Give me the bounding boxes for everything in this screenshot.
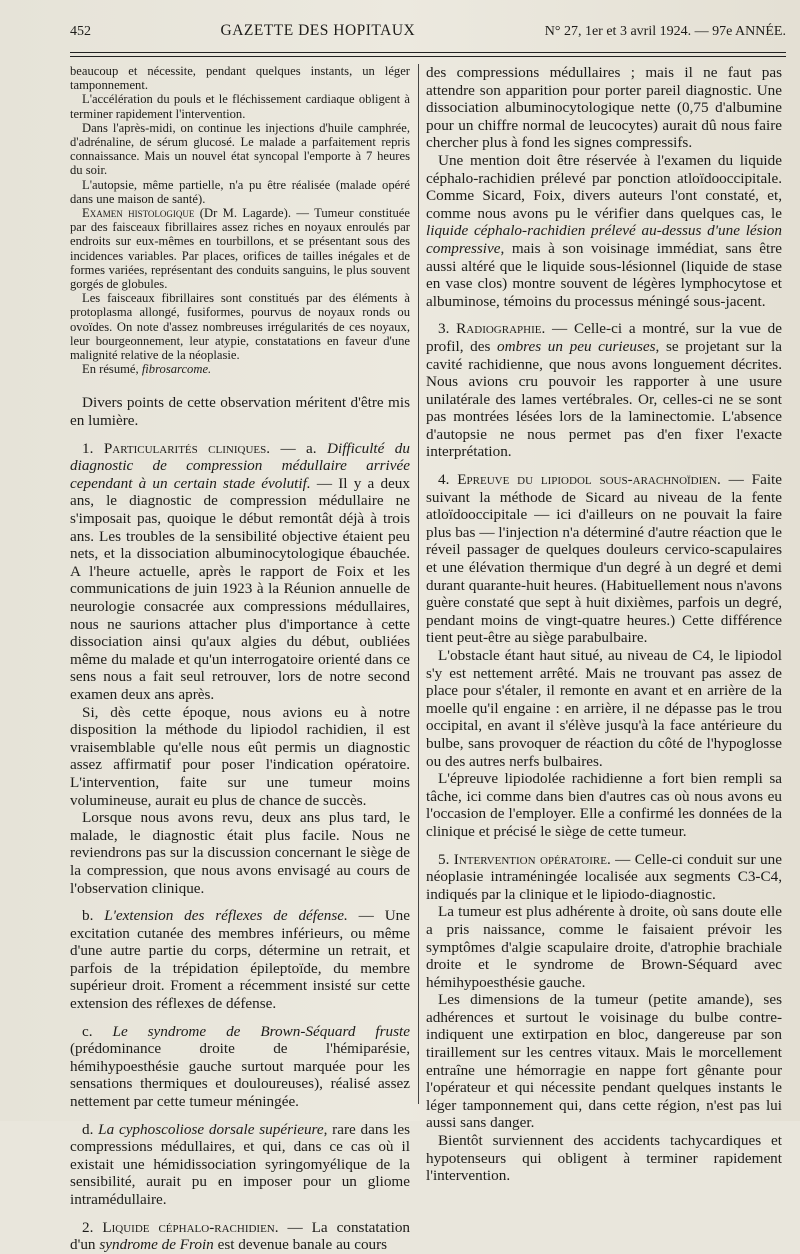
left-column	[70, 64, 411, 1254]
subsection-title: L'extension des réflexes de défense.	[104, 907, 348, 925]
paragraph: La tumeur est plus adhérente à droite, où sans doute elle a pris naissance, comme le faisaient prévoir les symptômes d'algie scapulaire droite, d'atrophie brachiale droite et le syndrome de Brown-Séquard avec hémihypoesthésie gauche.	[426, 903, 782, 991]
paragraph: Dans l'après-midi, on continue les injections d'huile camphrée, d'adrénaline, de sérum glucosé. Le malade a parfaitement repris connaissance. Mais un nouvel état syncopal l'emporte à 7 heures du soir.	[70, 120, 410, 178]
issue-info: N° 27, 1er et 3 avril 1924. — 97e ANNÉE.	[544, 24, 786, 39]
emphasis-term: ombres un peu curieuses	[497, 337, 656, 355]
paragraph: beaucoup et nécessite, pendant quelques instants, un léger tamponnement.	[70, 64, 410, 93]
intro-paragraph: Divers points de cette observation méritent d'être mis en lumière.	[70, 394, 410, 430]
header-rule-thin	[70, 56, 786, 57]
section-2-paragraph: 2. Liquide céphalo-rachidien. — La constatation d'un syndrome de Froin est devenue banale au cours	[70, 1218, 411, 1254]
subsection-c-paragraph: c. Le syndrome de Brown-Séquard fruste (prédominance droite de l'hémiparésie, hémihypoesthésie gauche surtout marquée pour les sensations thermiques et douloureuses), réalisé assez nettement par cette tumeur méningée.	[70, 1022, 410, 1111]
section-5-paragraph: 5. Intervention opératoire. — Celle-ci conduit sur une néoplasie intraméningée localisée aux segments C3-C4, indiqués par la clinique et le lipiodo-diagnostic.	[426, 850, 782, 903]
running-header	[70, 22, 786, 48]
diagnosis-term: fibrosarcome.	[141, 362, 212, 377]
syndrome-term: syndrome de Froin	[99, 1236, 214, 1254]
section-4-paragraph: 4. Epreuve du lipiodol sous-arachnoïdien. — Faite suivant la méthode de Sicard au niveau de la fente atloïdooccipitale — ici d'ailleurs on ne pouvait la faire plus bas — l'injection n'a déterminé d'autre réaction que le réveil passager de quelques douleurs cervico-scapulaires et une élévation thermique d'un degré à un degré et demi durant quarante-huit heures. (Habituellement nous n'avons guère constaté que sept à huit dixièmes, parfois un degré, pendant moins de vingt-quatre heures.) Cette différence tient peut-être au siège parabulbaire.	[426, 471, 783, 647]
paragraph: L'obstacle étant haut situé, au niveau de C4, le lipiodol s'y est nettement arrêté. Mais ne trouvant pas assez de place pour s'étaler, il remonte en avant et en arrière de la moelle qu'il engaine : en arrière, il ne dépasse pas le trou occipital, en avant il s'élève jusqu'à la face antérieure du bulbe, sans provoquer de réaction du côté de l'hypoglosse ou des autres nerfs bulbaires.	[426, 647, 782, 770]
paragraph: L'accélération du pouls et le fléchissement cardiaque obligent à terminer rapidement l'intervention.	[70, 92, 410, 121]
discussion-left	[70, 394, 410, 1253]
subsection-title: Le syndrome de Brown-Séquard fruste	[112, 1022, 410, 1040]
paragraph: Une mention doit être réservée à l'examen du liquide céphalo-rachidien prélevé par ponction atloïdooccipitale. Comme Sicard, Foix, divers auteurs l'ont constaté, et, comme nous avons pu le vérifier dans quelques cas, le liquide céphalo-rachidien prélevé au-dessus d'une lésion compressive, mais à son voisinage immédiat, sans être aussi altéré que le liquide sous-lésionnel (liquide de stase en vase clos) montre souvent de légères lymphocytose et albuminose, témoins du processus méningé sous-jacent.	[426, 151, 782, 310]
subsection-title: La cyphoscoliose dorsale supérieure	[98, 1120, 324, 1138]
subsection-b-paragraph: b. L'extension des réflexes de défense. — Une excitation cutanée des membres inférieurs, ou même d'une autre partie du corps, détermine un retrait, et parfois de la trépidation épileptoïde, du membre supérieur droit. Froment a récemment insisté sur cette extension des réflexes de défense.	[70, 907, 410, 1013]
paragraph: Lorsque nous avons revu, deux ans plus tard, le malade, le diagnostic était plus facile. Nous ne reviendrons pas sur la discussion concernant le siège de la compression, que nous avons envisagé au cours de l'observation clinique.	[70, 809, 410, 897]
section-1-paragraph: 1. Particularités cliniques. — a. Difficulté du diagnostic de compression médullaire arrivée cependant à un certain stade évolutif. — Il y a deux ans, le diagnostic de compression médullaire ne s'imposait pas, quoique le début remontât déjà à trois ans. Les troubles de la sensibilité objective étaient peu nets, et la dissociation albuminocytologique ébauchée. A l'heure actuelle, après le rapport de Foix et les communications de juin 1923 à la Réunion annuelle de neurologie consacrée aux compressions médullaires, nous ne saurions attacher plus d'importance à cette dissociation ainsi qu'aux algies du début, oubliées même du malade et qu'un interrogatoire orienté dans ce sens nous a fait seul retrouver, lors de notre second examen deux ans après.	[70, 439, 410, 703]
section-heading: Examen histologique	[82, 206, 195, 221]
observation-end	[70, 64, 410, 376]
section-heading: Radiographie	[456, 320, 542, 338]
section-3-paragraph: 3. Radiographie. — Celle-ci a montré, sur la vue de profil, des ombres un peu curieuses, se projetant sur la cavité rachidienne, que nous avons longuement décrites. Nous avions cru pouvoir les rapporter à une usure unilatérale des lames vertébrales. Or, celles-ci ne se sont pas montrées lésées lors de la laminectomie. L'absence d'autopsie ne nous permet pas d'en fixer l'exacte interprétation.	[426, 320, 783, 461]
section-heading: Intervention opératoire	[453, 850, 607, 868]
right-column	[426, 64, 783, 1185]
paragraph: L'épreuve lipiodolée rachidienne a fort bien rempli sa tâche, ici comme dans bien d'autres cas où nous avons eu l'occasion de l'employer. Elle a confirmé les données de la clinique et précisé le siège de cette tumeur.	[426, 770, 782, 840]
paragraph: des compressions médullaires ; mais il ne faut pas attendre son apparition pour porter pareil diagnostic. Une dissociation albuminocytologique nette (0,75 d'albumine pour un chiffre normal de leucocytes) aurait dû nous faire chercher plus à fond les signes compressifs.	[426, 64, 782, 152]
subsection-d-paragraph: d. La cyphoscoliose dorsale supérieure, rare dans les compressions médullaires, et qui, dans ce cas où il existait une hémidissociation syringomyélique de la sensibilité, aurait pu en imposer pour un gliome intramédullaire.	[70, 1120, 411, 1208]
emphasis-term: liquide céphalo-rachidien prélevé au-dessus d'une lésion compressive	[426, 222, 782, 257]
paragraph: Bientôt surviennent des accidents tachycardiques et hypotenseurs qui obligent à terminer rapidement l'intervention.	[426, 1132, 782, 1185]
section-heading: Particularités cliniques	[103, 439, 267, 457]
column-divider	[418, 64, 419, 1104]
paragraph: Les faisceaux fibrillaires sont constitués par des éléments à protoplasma allongé, fusiformes, pourvus de noyaux ronds ou ovoïdes. On note d'assez nombreuses irrégularités de ces noyaux, leur bourgeonnement, leur atypie, constatations en faveur d'une malignité relative de la néoplasie.	[70, 291, 410, 363]
section-heading: Liquide céphalo-rachidien	[102, 1218, 275, 1236]
paragraph: Les dimensions de la tumeur (petite amande), ses adhérences et surtout le voisinage du bulbe contre-indiquent une extirpation en bloc, dangereuse par son tiraillement sur les centres vitaux. Mais le morcellement entraîne une hémorragie en nappe fort gênante pour l'opérateur et qui nécessite pendant quelques instants le léger tamponnement qui, dans cette région, n'est pas lui aussi sans danger.	[426, 991, 782, 1132]
header-rule	[70, 52, 786, 53]
section-heading: Epreuve du lipiodol sous-arachnoïdien	[457, 471, 717, 489]
page-number: 452	[70, 24, 91, 39]
journal-title: GAZETTE DES HOPITAUX	[220, 22, 416, 39]
summary-paragraph: En résumé, fibrosarcome.	[82, 362, 212, 377]
paragraph: Si, dès cette époque, nous avions eu à notre disposition la méthode du lipiodol rachidien, il est vraisemblable qu'elle nous eût permis un diagnostic assez affirmatif pour poser l'indication opératoire. L'intervention, faite sur une tumeur moins volumineuse, aurait eu plus de chance de succès.	[70, 703, 410, 809]
histology-paragraph: Examen histologique (Dr M. Lagarde). — Tumeur constituée par des faisceaux fibrillaires assez riches en noyaux enroulés par endroits sur eux-mêmes en tourbillons, et se présentant sous des incidences variables. Par places, orifices de tailles inégales et de formes variées, représentant des conduits sanguins, le plus souvent gorgés de globules.	[70, 206, 410, 292]
subsection-title: Difficulté du diagnostic de compression médullaire arrivée cependant à un certain stade évolutif.	[70, 439, 410, 492]
paragraph: L'autopsie, même partielle, n'a pu être réalisée (malade opéré dans une maison de santé).	[70, 177, 410, 206]
